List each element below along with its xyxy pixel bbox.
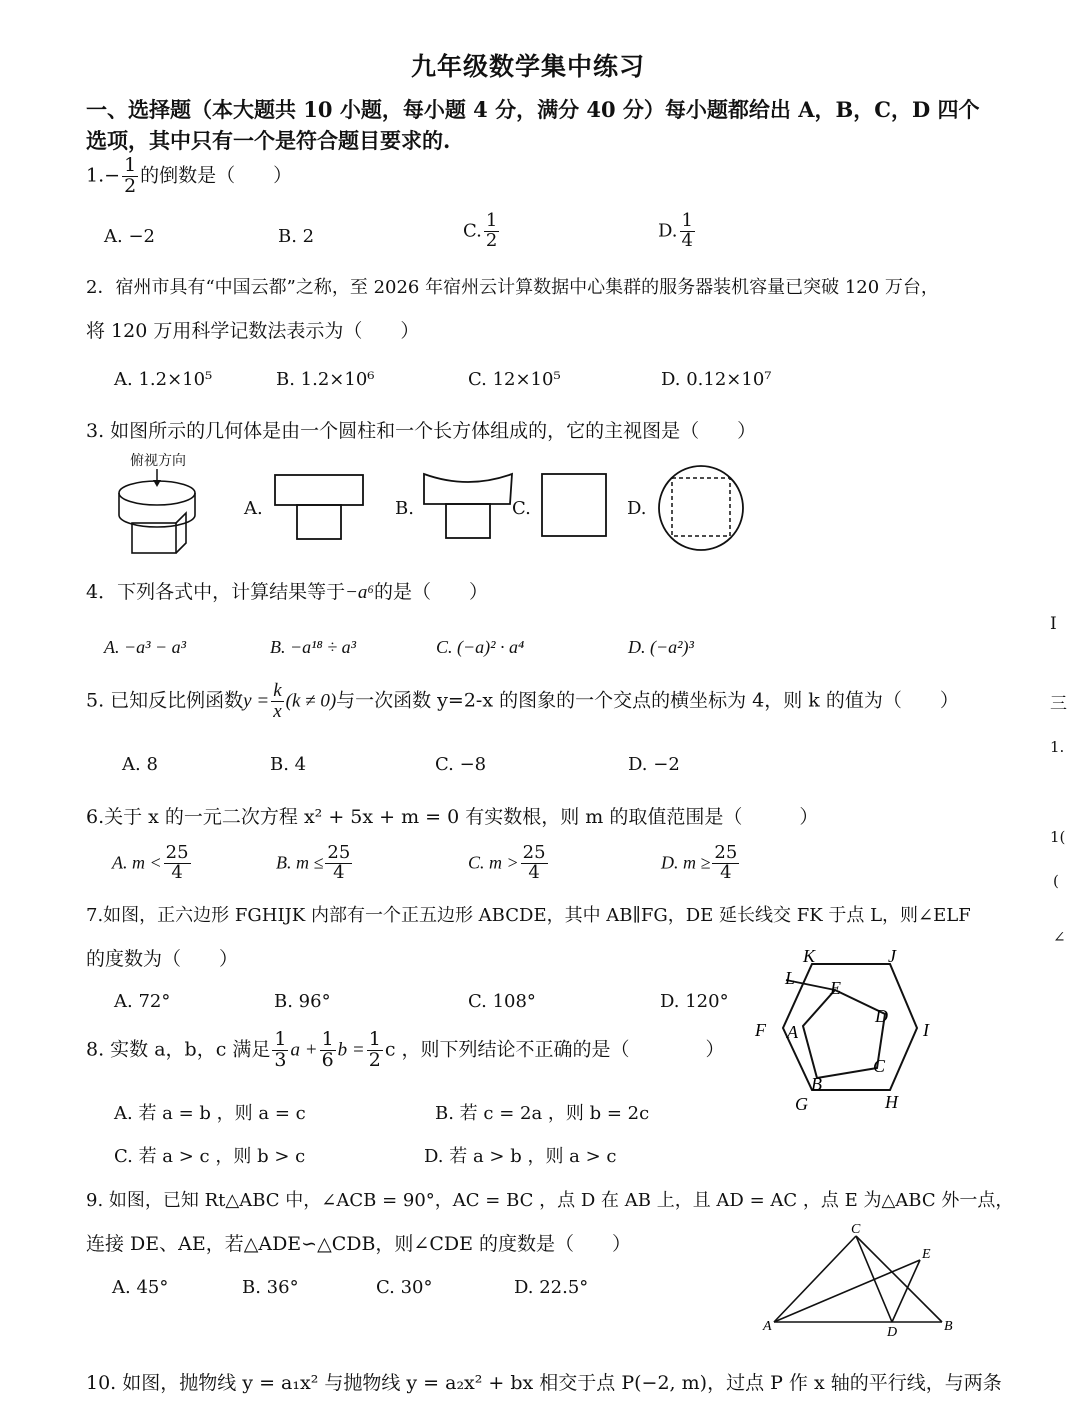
q4-option-b[interactable]: B. −a¹⁸ ÷ a³ xyxy=(270,637,357,657)
q3-option-c-figure[interactable] xyxy=(540,472,612,540)
section-header-line2: 选项，其中只有一个是符合题目要求的. xyxy=(86,128,451,153)
margin-fragment: 1. xyxy=(1050,738,1065,756)
q5-stem: 5. 已知反比例函数y = $\frac{k}{x}$ (k ≠ 0)与一次函数 y=2-x 的图象的一个交点的横坐标为 4，则 k 的值为（ ） xyxy=(86,680,959,722)
margin-fragment: ∠ xyxy=(1053,928,1066,946)
q2-option-d[interactable]: D. 0.12×10⁷ xyxy=(661,369,772,390)
q8-stem: 8. 实数 a，b，c 满足 $\frac{1}{3}$ a + $\frac{1}{6}$ b = $\frac{1}{2}$ c ，则下列结论不正确的是（ ） xyxy=(86,1028,725,1071)
q9-triangle-figure xyxy=(760,1218,970,1338)
q6-stem: 6.关于 x 的一元二次方程 x² + 5x + m = 0 有实数根，则 m 的取值范围是（ ） xyxy=(86,806,819,828)
q4-stem: 4．下列各式中，计算结果等于−a⁶的是（ ） xyxy=(86,581,489,603)
q8-option-b[interactable]: B. 若 c = 2a ，则 b = 2c xyxy=(435,1103,650,1124)
q9-label-a: A xyxy=(763,1319,772,1334)
q5-option-b[interactable]: B. 4 xyxy=(270,754,307,775)
q4-option-a[interactable]: A. −a³ − a³ xyxy=(104,637,187,657)
q7-label-a: A xyxy=(787,1022,798,1042)
q7-label-l: L xyxy=(785,968,796,988)
q7-label-e: E xyxy=(830,978,841,998)
q9-option-a[interactable]: A. 45° xyxy=(112,1277,169,1298)
q10-stem: 10. 如图，抛物线 y = a₁x² 与抛物线 y = a₂x² + bx 相交于点 P(−2, m)，过点 P 作 x 轴的平行线，与两条 xyxy=(86,1372,1002,1394)
q7-label-g: G xyxy=(795,1094,808,1114)
q6-option-a[interactable]: A. m < $\frac{25}{4}$ xyxy=(112,842,189,883)
q3-option-a-figure[interactable] xyxy=(273,473,368,543)
q2-stem-line1: 2．宿州市具有“中国云都”之称，至 2026 年宿州云计算数据中心集群的服务器装机容量已突破 120 万台， xyxy=(86,277,939,298)
q7-label-k: K xyxy=(803,946,816,966)
section-header-line1: 一、选择题（本大题共 10 小题，每小题 4 分，满分 40 分）每小题都给出 A，B，C，D 四个 xyxy=(86,97,980,122)
margin-fragment: 1( xyxy=(1050,828,1066,846)
q2-stem-line2: 将 120 万用科学记数法表示为（ ） xyxy=(86,320,420,342)
page-title: 九年级数学集中练习 xyxy=(411,52,646,81)
q2-option-b[interactable]: B. 1.2×10⁶ xyxy=(276,369,375,390)
q5-option-c[interactable]: C. −8 xyxy=(435,754,487,775)
q8-option-a[interactable]: A. 若 a = b ，则 a = c xyxy=(114,1103,306,1124)
q9-stem-line2: 连接 DE、AE，若△ADE∽△CDB，则∠CDE 的度数是（ ） xyxy=(86,1233,632,1255)
q3-option-b-figure[interactable] xyxy=(422,470,517,542)
margin-fragment: ( xyxy=(1053,872,1059,890)
q3-option-d-figure[interactable] xyxy=(655,466,750,551)
q8-option-c[interactable]: C. 若 a > c ，则 b > c xyxy=(114,1146,306,1167)
q6-option-d[interactable]: D. m ≥ $\frac{25}{4}$ xyxy=(661,842,738,883)
q7-label-b: B xyxy=(811,1074,822,1094)
q7-label-f: F xyxy=(755,1020,766,1040)
q7-label-h: H xyxy=(885,1092,898,1112)
q3-stem: 3. 如图所示的几何体是由一个圆柱和一个长方体组成的，它的主视图是（ ） xyxy=(86,420,757,442)
q3-view-direction-label: 俯视方向 xyxy=(130,453,186,469)
q3-option-d-label[interactable]: D. xyxy=(627,498,647,519)
q1-stem: 1.− $\frac{1}{2}$ 的倒数是（ ） xyxy=(86,154,293,197)
q1-option-d[interactable]: D. $\frac{1}{4}$ xyxy=(658,210,693,251)
q9-label-d: D xyxy=(887,1325,898,1340)
q3-option-b-label[interactable]: B. xyxy=(395,498,414,519)
margin-fragment: I xyxy=(1050,614,1057,634)
q9-stem-line1: 9. 如图，已知 Rt△ABC 中，∠ACB = 90°，AC = BC ，点 D 在 AB 上，且 AD = AC ，点 E 为△ABC 外一点， xyxy=(86,1190,1014,1211)
q2-option-c[interactable]: C. 12×10⁵ xyxy=(468,369,561,390)
q9-option-d[interactable]: D. 22.5° xyxy=(514,1277,589,1298)
q1-option-c[interactable]: C. $\frac{1}{2}$ xyxy=(463,210,498,251)
q7-label-i: I xyxy=(923,1020,929,1040)
q7-hexagon-pentagon-figure xyxy=(745,940,945,1120)
q1-option-b[interactable]: B. 2 xyxy=(278,226,315,247)
q9-label-b: B xyxy=(944,1319,953,1334)
q4-option-d[interactable]: D. (−a²)³ xyxy=(628,637,694,657)
q7-option-c[interactable]: C. 108° xyxy=(468,991,536,1012)
q1-option-a[interactable]: A. −2 xyxy=(104,226,155,247)
q6-option-b[interactable]: B. m ≤ $\frac{25}{4}$ xyxy=(276,842,351,883)
q9-label-c: C xyxy=(851,1222,861,1237)
q8-option-d[interactable]: D. 若 a > b ，则 a > c xyxy=(424,1146,617,1167)
q7-label-j: J xyxy=(888,946,896,966)
q5-option-a[interactable]: A. 8 xyxy=(122,754,158,775)
q2-option-a[interactable]: A. 1.2×10⁵ xyxy=(114,369,213,390)
q4-option-c[interactable]: C. (−a)² · a⁴ xyxy=(436,637,525,657)
q7-label-c: C xyxy=(873,1056,886,1076)
q7-stem-line1: 7.如图，正六边形 FGHIJK 内部有一个正五边形 ABCDE，其中 AB∥FG，DE 延长线交 FK 于点 L，则∠ELF xyxy=(86,905,971,926)
q7-option-a[interactable]: A. 72° xyxy=(114,991,171,1012)
q7-label-d: D xyxy=(875,1006,888,1026)
q3-option-c-label[interactable]: C. xyxy=(512,498,531,519)
q9-option-c[interactable]: C. 30° xyxy=(376,1277,433,1298)
q7-option-b[interactable]: B. 96° xyxy=(274,991,331,1012)
q3-option-a-label[interactable]: A. xyxy=(244,498,263,519)
q9-label-e: E xyxy=(922,1247,931,1262)
q9-option-b[interactable]: B. 36° xyxy=(242,1277,299,1298)
q3-solid-figure xyxy=(110,465,220,560)
q6-option-c[interactable]: C. m > $\frac{25}{4}$ xyxy=(468,842,546,883)
q7-stem-line2: 的度数为（ ） xyxy=(86,948,239,970)
q5-option-d[interactable]: D. −2 xyxy=(628,754,680,775)
margin-fragment: 三 xyxy=(1050,694,1067,714)
q7-option-d[interactable]: D. 120° xyxy=(660,991,729,1012)
